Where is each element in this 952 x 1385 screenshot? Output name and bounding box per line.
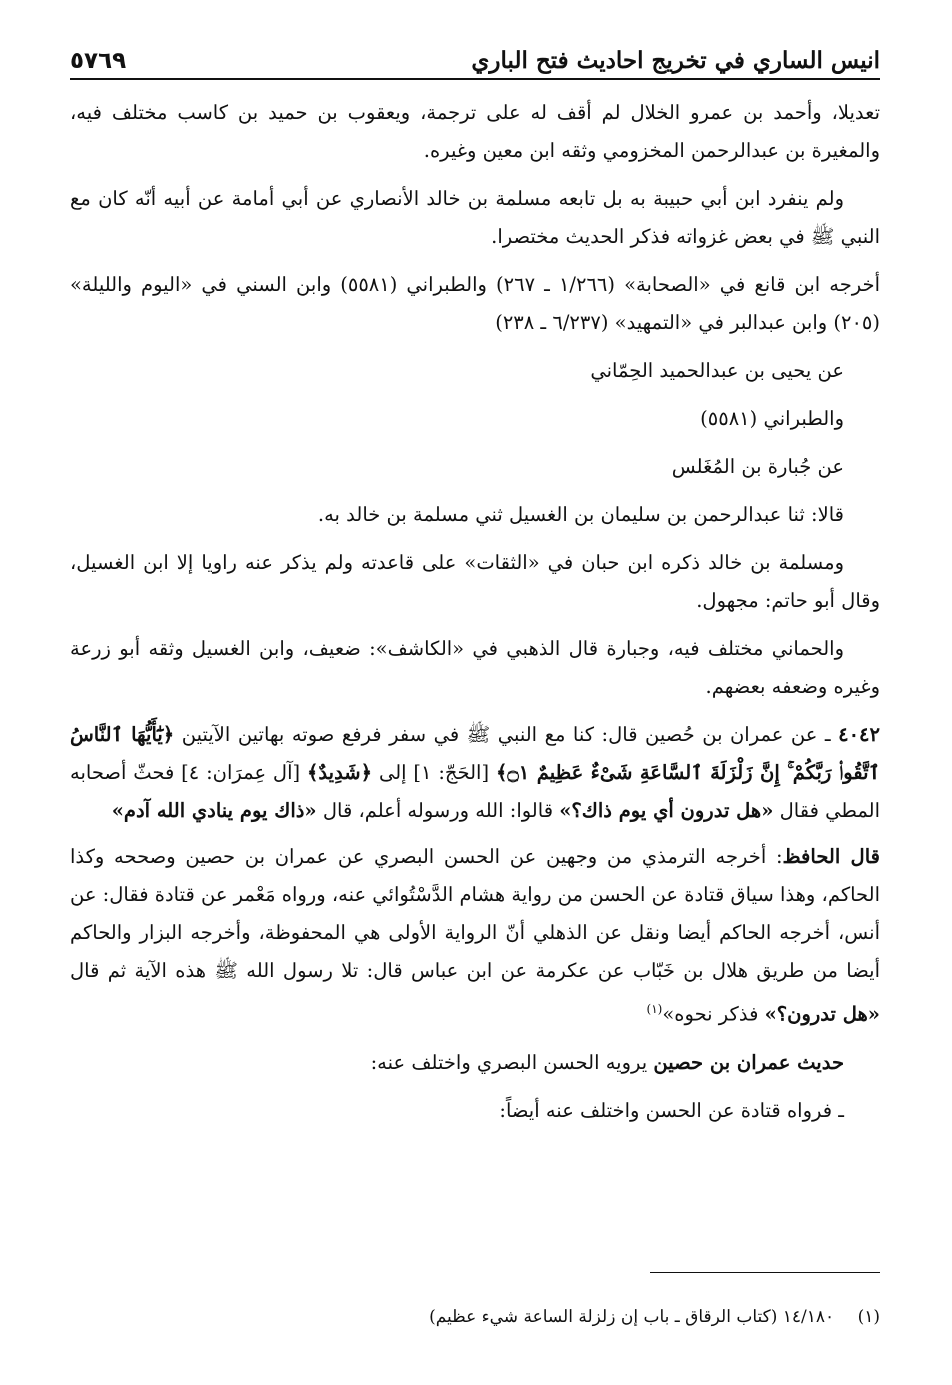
- quran-reference: [الحَجّ: ١]: [413, 761, 490, 784]
- prophet-quote: «ذاك يوم ينادي الله آدم»: [111, 799, 317, 822]
- paragraph: والحماني مختلف فيه، وجبارة قال الذهبي في «الكاشف»: ضعيف، وابن الغسيل وثقه أبو زرعة وغيره وضعفه بعضهم.: [70, 637, 880, 698]
- page-header: [70, 32, 880, 80]
- chain-line: قالا: ثنا عبدالرحمن بن سليمان بن الغسيل ثني مسلمة بن خالد به.: [317, 503, 844, 526]
- chain-line: عن جُبارة بن المُغَلس: [671, 455, 844, 478]
- footnote-divider: [650, 1272, 880, 1273]
- page-body: [70, 94, 880, 1130]
- quran-verse: ﴿يَٰٓأَيُّهَا ٱلنَّاسُ ٱتَّقُوا۟ رَبَّكُمْ ۚ إِنَّ زَلْزَلَةَ ٱلسَّاعَةِ شَىْءٌ عَظِيمٌ ۝١﴾: [70, 723, 881, 784]
- closing-heading: حديث عمران بن حصين: [653, 1050, 844, 1074]
- prophet-quote: «هل تدرون؟»: [764, 1002, 880, 1026]
- hafiz-text: فذكر نحوه»: [662, 1002, 759, 1026]
- footnote-text: ١٤/١٨٠ (كتاب الرقاق ـ باب إن زلزلة الساعة شيء عظيم): [429, 1307, 835, 1327]
- hadith-text: إلى: [378, 761, 407, 784]
- hadith-text: فحثّ أصحابه المطي فقال: [70, 761, 880, 822]
- chain-line: عن يحيى بن عبدالحميد الحِمّاني: [590, 359, 844, 382]
- hadith-text: قالوا: الله ورسوله أعلم، قال: [322, 799, 554, 822]
- quran-verse: ﴿شَدِيدٌ﴾: [306, 761, 373, 784]
- closing-line: [70, 1044, 880, 1082]
- chain-line: والطبراني (٥٥٨١): [700, 407, 844, 430]
- paragraph: ولم ينفرد ابن أبي حبيبة به بل تابعه مسلمة بن خالد الأنصاري عن أبي أمامة عن أبيه أنّه كان مع النبي ﷺ في بعض غزواته فذكر الحديث مختصرا.: [70, 187, 880, 248]
- footnote-marker: (١): [646, 1002, 663, 1016]
- footnote: [70, 1304, 880, 1330]
- footnote-number: (١): [857, 1307, 880, 1327]
- prophet-quote: «هل تدرون أي يوم ذاك؟»: [559, 799, 774, 822]
- hadith-text: ـ عن عمران بن حُصين قال: كنا مع النبي ﷺ في سفر فرفع صوته بهاتين الآيتين: [181, 723, 831, 746]
- hafiz-paragraph: [70, 838, 880, 1034]
- quran-reference: [آل عِمرَان: ٤]: [181, 761, 301, 784]
- paragraph: ومسلمة بن خالد ذكره ابن حبان في «الثقات» على قاعدته ولم يذكر عنه راويا إلا ابن الغسيل، وقال أبو حاتم: مجهول.: [70, 551, 880, 612]
- closing-text: يرويه الحسن البصري واختلف عنه:: [370, 1050, 648, 1074]
- hafiz-text: : أخرجه الترمذي من وجهين عن الحسن البصري عن عمران بن حصين وصححه وكذا الحاكم، وهذا سياق قتادة عن الحسن من رواية هشام الدَّسْتُوائي عنه، ورواه مَعْمر عن قتادة فقال: عن أنس، أخرجه الحاكم أيضا ونقل عن الذهلي أنّ الرواية الأولى هي المحفوظة، وأخرجه البزار والحاكم أيضا من طريق هلال بن خَبّاب عن عكرمة عن ابن عباس قال: تلا رسول الله ﷺ هذه الآية ثم قال: [70, 845, 880, 982]
- page-number: ٥٧٦٩: [70, 48, 127, 74]
- hadith-block: [70, 716, 880, 830]
- hadith-number: ٤٠٤٢: [838, 723, 880, 746]
- hafiz-label: قال الحافظ: [782, 845, 880, 868]
- paragraph: أخرجه ابن قانع في «الصحابة» (١/٢٦٦ ـ ٢٦٧) والطبراني (٥٥٨١) وابن السني في «اليوم والليلة» (٢٠٥) وابن عبدالبر في «التمهيد» (٦/٢٣٧ ـ ٢٣٨): [70, 273, 880, 334]
- paragraph: تعديلا، وأحمد بن عمرو الخلال لم أقف له على ترجمة، ويعقوب بن حميد بن كاسب مختلف فيه، والمغيرة بن عبدالرحمن المخزومي وثقه ابن معين وغيره.: [70, 101, 880, 162]
- closing-line: ـ فرواه قتادة عن الحسن واختلف عنه أيضاً:: [499, 1098, 844, 1122]
- book-title: انيس الساري في تخريج احاديث فتح الباري: [471, 47, 880, 74]
- page: [70, 32, 880, 1365]
